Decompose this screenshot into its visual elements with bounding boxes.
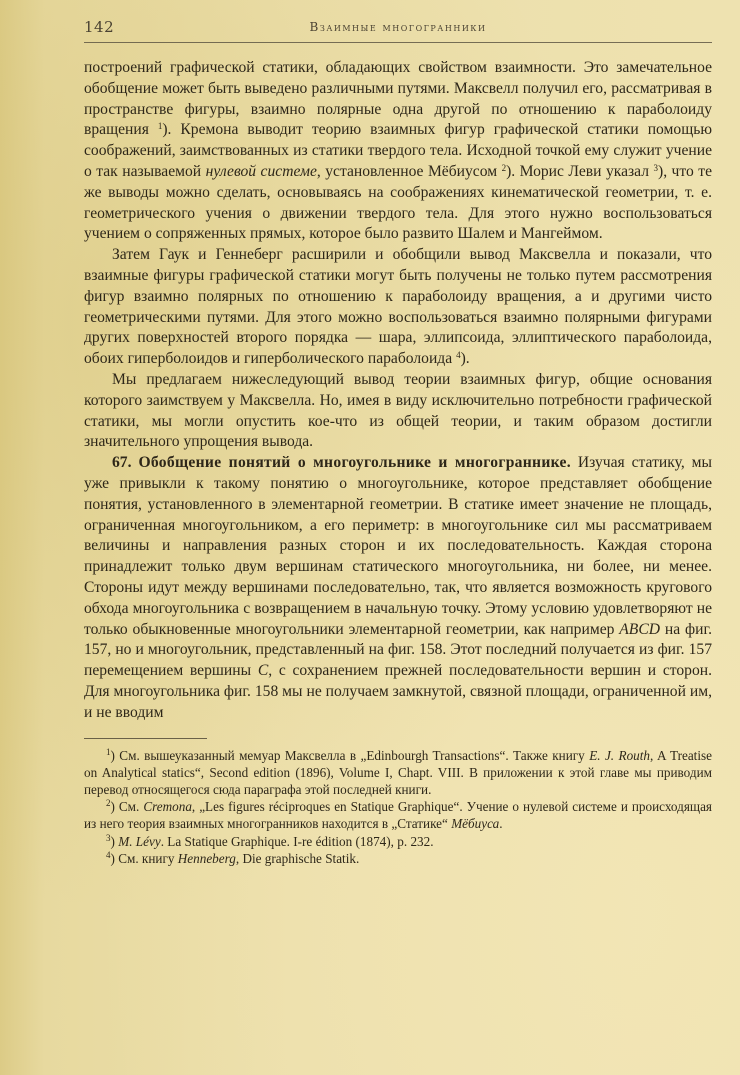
paragraph-3: Мы предлагаем нижеследующий вывод теории взаимных фигур, общие основания которого заимствуем у Максвелла. Но, имея в виду исключительно потребности графической статики, мы могли опустить кое-что из общей теории, и таким образом достигли значительного упрощения вывода.	[84, 370, 712, 451]
paragraph-2: Затем Гаук и Геннеберг расширили и обобщили вывод Максвелла и показали, что взаимные фигуры графической статики могут быть получены не только путем рассмотрения фигур взаимно полярных по отношению к параболоиду вращения, а и другими чисто геометрическими путями. Для этого можно воспользоваться взаимно полярными фигурами других поверхностей второго порядка — шара, эллипсоида, эллиптического параболоида, обоих гиперболоидов и гиперболического параболоида $^4$).	[84, 246, 712, 368]
header-rule	[84, 42, 712, 43]
footnote-2: $^2$) См. Cremona, „Les figures réciproques en Statique Graphique“. Учение о нулевой системе и происходящая из него теория взаимных многогранников находится в „Статике“ Мёбиуса.	[84, 798, 712, 832]
paragraph-1: построений графической статики, обладающих свойством взаимности. Это замечательное обобщение может быть выведено различными путями. Максвелл получил его, рассматривая в пространстве фигуры, взаимно полярные одна другой по отношению к параболоиду вращения $^1$). Кремона выводит теорию взаимных фигур графической статики помощью соображений, заимствованных из статики твердого тела. Исходной точкой ему служит учение о так называемой нулевой системе, установленное Мёбиусом $^2$). Морис Леви указал $^3$), что те же выводы можно сделать, основываясь на соображениях кинематической геометрии, т. е. геометрического учения о движении твердого тела. Для этого нужно воспользоваться учением о сопряженных прямых, которое было развито Шалем и Мангеймом.	[84, 59, 712, 243]
running-head	[84, 18, 712, 40]
page-number: 142	[84, 18, 115, 36]
footnote-ref-1: 1	[157, 121, 163, 132]
running-title: Взаимные многогранники	[309, 20, 487, 34]
italic-vertex-c: C	[257, 662, 269, 680]
body-text	[84, 58, 712, 724]
footnote-ref-2: 2	[501, 162, 507, 173]
section-number: 67.	[112, 454, 132, 472]
section-title: Обобщение понятий о многоугольнике и многограннике.	[138, 454, 571, 472]
footnote-ref-3: 3	[653, 162, 658, 173]
footnote-3: $^3$) M. Lévy. La Statique Graphique. I-re édition (1874), p. 232.	[106, 832, 434, 849]
footnote-1: $^1$) См. вышеуказанный мемуар Максвелла в „Edinbourgh Transactions“. Также книгу E. J. Routh, A Treatise on Analytical statics“, Second edition (1896), Volume I, Chapt. VIII. В приложении к этой главе мы приводим перевод относящегося сюда параграфа этой последней книги.	[84, 746, 712, 797]
footnote-rule	[84, 738, 207, 739]
footnote-ref-4: 4	[456, 350, 461, 361]
footnote-4: $^4$) См. книгу Henneberg, Die graphische Statik.	[106, 849, 360, 866]
italic-term: нулевой системе	[205, 162, 317, 180]
footnotes	[84, 747, 712, 867]
book-page	[84, 18, 712, 867]
section-67: 67. Обобщение понятий о многоугольнике и многограннике. Изучая статику, мы уже привыкли к такому понятию о многоугольнике, которое представляет обобщение понятия, установленного в элементарной геометрии. В статике имеет значение не площадь, ограниченная многоугольником, а его периметр: в многоугольнике сил мы рассматриваем величины и направления разных сторон и их последовательность. Каждая сторона принадлежит только двум вершинам статического многоугольника, ни более, ни менее. Стороны идут между вершинами последовательно, так, что является возможность кругового обхода многоугольника с возвращением в начальную точку. Этому условию удовлетворяют не только обыкновенные многоугольники элементарной геометрии, как например ABCD на фиг. 157, но и многоугольник, представленный на фиг. 158. Этот последний получается из фиг. 157 перемещением вершины C, с сохранением прежней последовательности вершин и сторон. Для многоугольника фиг. 158 мы не получаем замкнутой, связной площади, ограниченной им, и не вводим	[84, 454, 712, 721]
italic-abcd: ABCD	[619, 620, 660, 638]
